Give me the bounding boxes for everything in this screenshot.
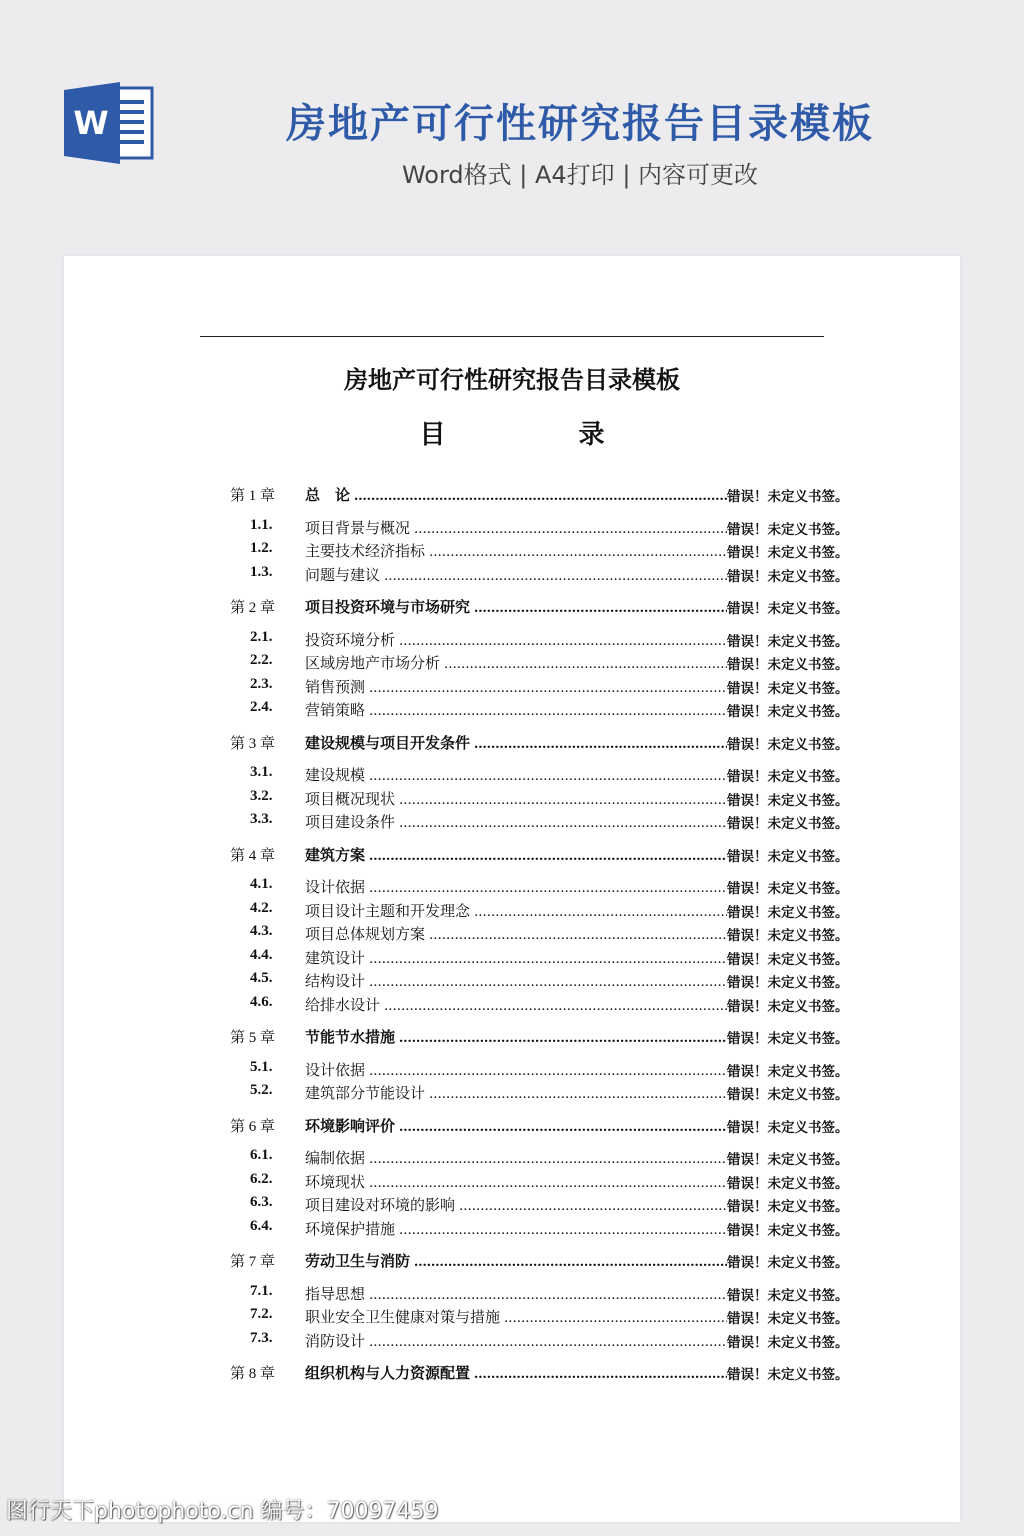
toc-chapter-entry[interactable]: [64, 596, 960, 618]
toc-entry-number: 6.3.: [250, 1194, 273, 1210]
toc-entry-title: 项目投资环境与市场研究 .....: [305, 596, 727, 617]
toc-entry-title: 环境影响评价 .....: [305, 1115, 727, 1136]
toc-entry-number: 3.3.: [250, 811, 273, 827]
toc-entry-number: 6.2.: [250, 1170, 273, 1187]
toc-entry-title: 消防设计 .....: [305, 1330, 727, 1351]
toc-entry-title: 总 论 .....: [305, 484, 727, 505]
toc-entry-title: 建设规模 .....: [305, 764, 727, 785]
table-of-contents: [64, 256, 960, 1522]
toc-section-entry[interactable]: [64, 1306, 960, 1328]
toc-entry-number: 4.3.: [250, 923, 273, 939]
toc-page-ref: 错误！未定义书签。: [727, 489, 849, 505]
toc-entry-number: 6.1.: [250, 1147, 273, 1163]
toc-section-entry[interactable]: [64, 1330, 960, 1352]
toc-page-ref: 错误！未定义书签。: [727, 633, 849, 650]
toc-entry-title: 项目概况现状 .....: [305, 788, 727, 809]
toc-page-ref: 错误！未定义书签。: [727, 881, 849, 897]
toc-section-entry[interactable]: [64, 1283, 960, 1305]
watermark: 图行天下photophoto.cn 编号：70097459: [6, 1499, 439, 1524]
toc-entry-number: 第 6 章: [230, 1118, 276, 1135]
toc-entry-number: 2.1.: [250, 628, 273, 645]
toc-entry-number: 7.3.: [250, 1329, 273, 1346]
toc-entry-title: 设计依据 .....: [305, 1059, 727, 1080]
toc-entry-title: 建设规模与项目开发条件 .....: [305, 732, 727, 753]
header-title: 房地产可行性研究报告目录模板: [286, 101, 874, 147]
toc-entry-number: 2.4.: [250, 699, 273, 715]
toc-section-entry[interactable]: [64, 1059, 960, 1081]
toc-page-ref: 错误！未定义书签。: [727, 704, 849, 720]
toc-section-entry[interactable]: [64, 876, 960, 898]
toc-section-entry[interactable]: [64, 788, 960, 810]
toc-entry-number: 4.5.: [250, 970, 273, 986]
toc-entry-number: 4.1.: [250, 876, 273, 892]
toc-chapter-entry[interactable]: [64, 844, 960, 866]
toc-entry-number: 第 3 章: [230, 735, 276, 752]
toc-entry-title: 项目建设条件 .....: [305, 811, 727, 832]
toc-entry-title: 职业安全卫生健康对策与措施 .....: [305, 1306, 727, 1327]
toc-section-entry[interactable]: [64, 923, 960, 945]
toc-entry-title: 建筑部分节能设计 .....: [305, 1082, 727, 1103]
toc-section-entry[interactable]: [64, 970, 960, 992]
toc-section-entry[interactable]: [64, 517, 960, 539]
toc-section-entry[interactable]: [64, 1194, 960, 1216]
toc-chapter-entry[interactable]: [64, 1250, 960, 1272]
toc-entry-title: 建筑设计 .....: [305, 947, 727, 968]
word-icon-letter: W: [73, 104, 109, 142]
toc-page-ref: 错误！未定义书签。: [727, 1367, 849, 1383]
toc-page-ref: 错误！未定义书签。: [727, 1119, 849, 1136]
toc-page-ref: 错误！未定义书签。: [727, 1031, 849, 1047]
toc-entry-title: 环境保护措施 .....: [305, 1218, 727, 1239]
toc-chapter-entry[interactable]: [64, 732, 960, 754]
toc-section-entry[interactable]: [64, 652, 960, 674]
toc-entry-number: 2.2.: [250, 652, 273, 668]
toc-section-entry[interactable]: [64, 1218, 960, 1240]
toc-page-ref: 错误！未定义书签。: [727, 1152, 849, 1168]
toc-page-ref: 错误！未定义书签。: [727, 1063, 849, 1080]
toc-entry-title: 项目设计主题和开发理念 .....: [305, 900, 727, 921]
header-subtitle: Word格式 | A4打印 | 内容可更改: [401, 161, 759, 189]
toc-entry-number: 6.4.: [250, 1217, 273, 1234]
toc-section-entry[interactable]: [64, 764, 960, 786]
toc-entry-number: 第 2 章: [230, 600, 276, 616]
toc-entry-title: 营销策略 .....: [305, 699, 727, 720]
toc-page-ref: 错误！未定义书签。: [727, 998, 849, 1015]
toc-page-ref: 错误！未定义书签。: [727, 975, 849, 991]
toc-section-entry[interactable]: [64, 540, 960, 562]
toc-page-ref: 错误！未定义书签。: [727, 1087, 849, 1103]
toc-page-ref: 错误！未定义书签。: [727, 568, 849, 585]
toc-page-ref: 错误！未定义书签。: [727, 521, 849, 538]
toc-page-ref: 错误！未定义书签。: [727, 1334, 849, 1351]
toc-chapter-entry[interactable]: [64, 1026, 960, 1048]
toc-page-ref: 错误！未定义书签。: [727, 680, 849, 697]
toc-section-entry[interactable]: [64, 1082, 960, 1104]
toc-section-entry[interactable]: [64, 994, 960, 1016]
toc-section-entry[interactable]: [64, 1147, 960, 1169]
toc-entry-title: 指导思想 .....: [305, 1283, 727, 1304]
document-title: 房地产可行性研究报告目录模板: [344, 365, 680, 394]
toc-section-entry[interactable]: [64, 1171, 960, 1193]
toc-section-entry[interactable]: [64, 811, 960, 833]
toc-entry-title: 项目背景与概况 .....: [305, 517, 727, 538]
toc-entry-number: 4.4.: [250, 946, 273, 963]
toc-entry-number: 5.2.: [250, 1082, 273, 1098]
toc-page-ref: 错误！未定义书签。: [727, 848, 849, 865]
toc-entry-title: 结构设计 .....: [305, 970, 727, 991]
toc-entry-number: 1.1.: [250, 516, 273, 533]
toc-heading: 目 录: [419, 420, 667, 450]
toc-entry-title: 主要技术经济指标 .....: [305, 540, 727, 561]
toc-entry-number: 第 7 章: [230, 1254, 276, 1270]
toc-entry-number: 3.2.: [250, 787, 273, 804]
toc-page-ref: 错误！未定义书签。: [727, 928, 849, 944]
toc-page-ref: 错误！未定义书签。: [727, 1222, 849, 1239]
toc-entry-title: 建筑方案 .....: [305, 844, 727, 865]
toc-page-ref: 错误！未定义书签。: [727, 904, 849, 921]
toc-entry-title: 环境现状 .....: [305, 1171, 727, 1192]
toc-page-ref: 错误！未定义书签。: [727, 1255, 849, 1271]
toc-entry-title: 项目建设对环境的影响 .....: [305, 1194, 727, 1215]
toc-entry-number: 4.6.: [250, 993, 273, 1010]
toc-entry-number: 1.3.: [250, 563, 273, 580]
toc-entry-title: 设计依据 .....: [305, 876, 727, 897]
toc-entry-number: 第 4 章: [230, 847, 276, 864]
toc-entry-title: 问题与建议 .....: [305, 564, 727, 585]
toc-page-ref: 错误！未定义书签。: [727, 545, 849, 561]
toc-entry-title: 给排水设计 .....: [305, 994, 727, 1015]
toc-section-entry[interactable]: [64, 900, 960, 922]
word-doc-icon: [64, 82, 156, 164]
toc-section-entry[interactable]: [64, 564, 960, 586]
toc-entry-title: 编制依据 .....: [305, 1147, 727, 1168]
toc-page-ref: 错误！未定义书签。: [727, 951, 849, 968]
toc-entry-number: 1.2.: [250, 540, 273, 556]
toc-entry-title: 劳动卫生与消防 .....: [305, 1250, 727, 1271]
toc-entry-title: 投资环境分析 .....: [305, 629, 727, 650]
toc-entry-title: 销售预测 .....: [305, 676, 727, 697]
document-page: [64, 256, 960, 1522]
toc-chapter-entry[interactable]: [64, 1115, 960, 1137]
toc-entry-number: 5.1.: [250, 1058, 273, 1075]
toc-page-ref: 错误！未定义书签。: [727, 601, 849, 617]
toc-section-entry[interactable]: [64, 947, 960, 969]
toc-entry-title: 项目总体规划方案 .....: [305, 923, 727, 944]
toc-entry-title: 组织机构与人力资源配置 .....: [305, 1362, 727, 1383]
toc-entry-number: 7.1.: [250, 1282, 273, 1299]
toc-page-ref: 错误！未定义书签。: [727, 657, 849, 673]
toc-chapter-entry[interactable]: [64, 484, 960, 506]
toc-section-entry[interactable]: [64, 699, 960, 721]
toc-page-ref: 错误！未定义书签。: [727, 792, 849, 809]
toc-page-ref: 错误！未定义书签。: [727, 736, 849, 753]
toc-entry-number: 4.2.: [250, 899, 273, 916]
toc-entry-number: 第 1 章: [230, 488, 276, 504]
toc-page-ref: 错误！未定义书签。: [727, 1311, 849, 1327]
toc-page-ref: 错误！未定义书签。: [727, 816, 849, 832]
toc-entry-title: 节能节水措施 .....: [305, 1026, 727, 1047]
toc-section-entry[interactable]: [64, 629, 960, 651]
toc-section-entry[interactable]: [64, 676, 960, 698]
toc-page-ref: 错误！未定义书签。: [727, 1199, 849, 1215]
toc-chapter-entry[interactable]: [64, 1362, 960, 1384]
toc-page-ref: 错误！未定义书签。: [727, 1175, 849, 1192]
toc-entry-number: 第 5 章: [230, 1030, 276, 1046]
toc-entry-number: 第 8 章: [230, 1366, 276, 1382]
toc-entry-number: 3.1.: [250, 764, 273, 780]
toc-entry-number: 7.2.: [250, 1306, 273, 1322]
toc-entry-title: 区域房地产市场分析 .....: [305, 652, 727, 673]
toc-page-ref: 错误！未定义书签。: [727, 769, 849, 785]
toc-entry-number: 2.3.: [250, 675, 273, 692]
toc-page-ref: 错误！未定义书签。: [727, 1287, 849, 1304]
